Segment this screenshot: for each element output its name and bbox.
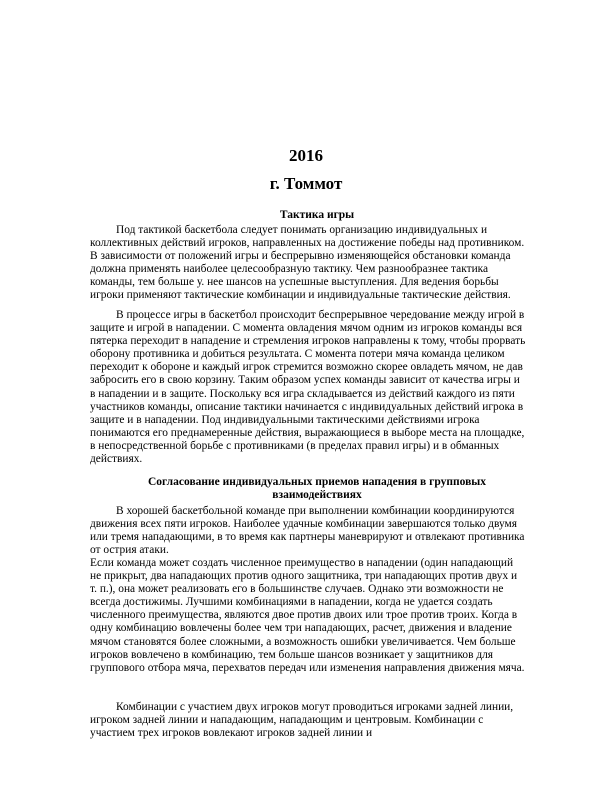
- section-heading-coordination: Согласование индивидуальных приемов нападения в групповых взаимодействиях: [147, 476, 487, 501]
- paragraph: В процессе игры в баскетбол происходит беспрерывное чередование между игрой в защите и игрой в нападении. С момента овладения мячом одним из игроков команды вся пятерка переходит в нападение и стремления игроков направлены к тому, чтобы прорвать оборону противника и добиться результата. С момента потери мяча команда целиком переходит к обороне и каждый игрок стремится возможно скорее овладеть мячом, не дав забросить его в свою корзину. Таким образом успех команды зависит от качества игры и в нападении и в защите. Поскольку вся игра складывается из действий каждого из пяти участников команды, описание тактики начинается с индивидуальных действий игрока в защите и в нападении. Под индивидуальными тактическими действиями игрока понимаются его преднамеренные действия, выражающиеся в выборе места на площадке, в непосредственной борьбе с противниками (в пределах правил игры) и в обманных действиях.: [90, 309, 526, 466]
- paragraph: Комбинации с участием двух игроков могут проводиться игроками задней линии, игроком задней линии и нападающим, нападающим и центровым. Комбинации с участием трех игроков вовлекают игроков задней линии и: [90, 701, 514, 740]
- paragraph: В хорошей баскетбольной команде при выполнении комбинации координируются движения всех пяти игроков. Наиболее удачные комбинации завершаются только двумя или тремя нападающими, в то время как партнеры маневрируют и отвлекают противника от острия атаки.: [90, 505, 525, 557]
- document-city: г. Томмот: [269, 174, 343, 193]
- paragraph: Под тактикой баскетбола следует понимать организацию индивидуальных и коллективных действий игроков, направленных на достижение победы над противником. В зависимости от положений игры и беспрерывно изменяющейся обстановки команда должна применять наиболее целесообразную тактику. Чем разнообразнее тактика команды, тем больше у. нее шансов на успешные выступления. Для ведения борьбы игроки применяют тактические комбинации и индивидуальные тактические действия.: [90, 224, 525, 302]
- section-heading-tactics: Тактика игры: [279, 209, 355, 221]
- document-year: 2016: [289, 146, 323, 165]
- paragraph: Если команда может создать численное преимущество в нападении (один нападающий не прикрыт, два нападающих против одного защитника, три нападающих против двух и т. п.), она может реализовать его в большинстве случаев. Однако эти возможности не всегда достижимы. Лучшими комбинациями в нападении, когда не удается создать численного преимущества, являются двое против двоих или трое против троих. Когда в одну комбинацию вовлечены более чем три нападающих, расчет, движения и владение мячом становятся более сложными, а возможность ошибки увеличивается. Чем больше игроков вовлечено в комбинацию, тем больше шансов возникает у защитников для группового отбора мяча, перехватов передач или изменения направления движения мяча.: [90, 557, 525, 674]
